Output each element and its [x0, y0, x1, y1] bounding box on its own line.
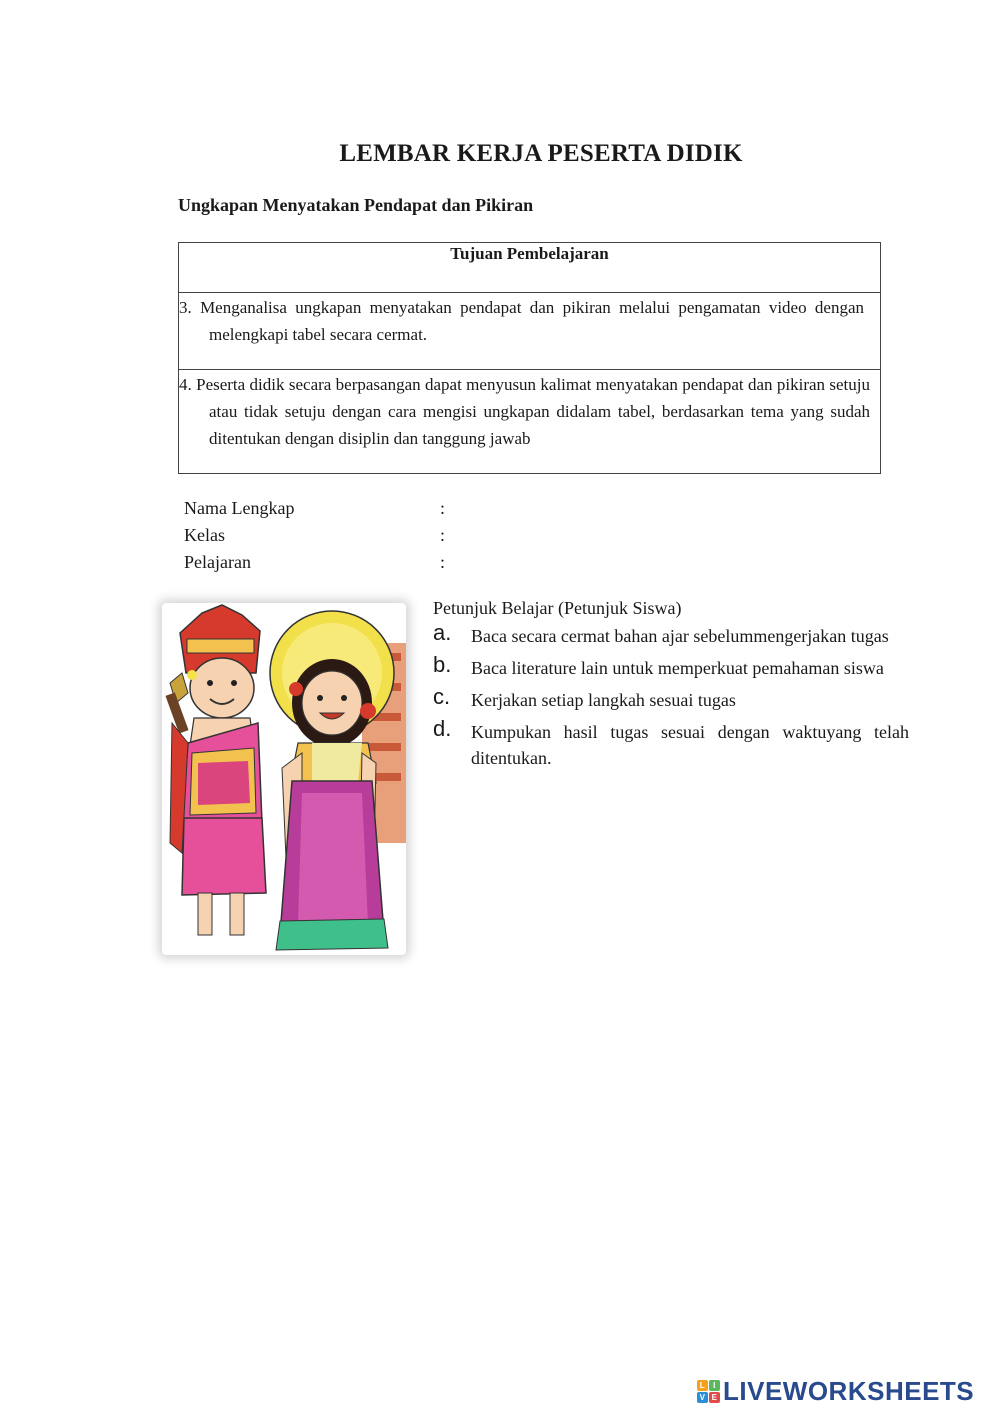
instruction-item	[433, 716, 909, 771]
instruction-letter: d.	[433, 716, 452, 741]
field-full-name	[184, 498, 446, 519]
brand-name: LIVEWORKSHEETS	[723, 1376, 975, 1406]
field-colon: :	[440, 498, 446, 518]
logo-letter: E	[709, 1392, 720, 1403]
instruction-letter: c.	[433, 684, 451, 709]
instructions-heading: Petunjuk Belajar (Petunjuk Siswa)	[433, 598, 682, 618]
field-colon: :	[440, 525, 446, 545]
learning-goal-text: 3. Menganalisa ungkapan menyatakan pendapat dan pikiran melalui pengamatan video dengan melengkapi tabel secara cermat.	[179, 298, 864, 344]
learning-goal-text: 4. Peserta didik secara berpasangan dapat menyusun kalimat menyatakan pendapat dan pikiran setuju atau tidak setuju dengan cara mengisi ungkapan didalam tabel, berdasarkan tema yang sudah ditentukan dengan disiplin dan tanggung jawab	[179, 375, 870, 448]
instruction-text: Baca literature lain untuk memperkuat pemahaman siswa	[471, 658, 884, 678]
logo-letter: V	[697, 1392, 708, 1403]
page-title: LEMBAR KERJA PESERTA DIDIK	[339, 140, 743, 167]
learning-goals-table	[178, 242, 881, 474]
liveworksheets-logo-icon	[697, 1380, 720, 1403]
field-label: Pelajaran	[184, 552, 251, 572]
instruction-text: Kerjakan setiap langkah sesuai tugas	[471, 690, 736, 710]
field-colon: :	[440, 552, 446, 572]
field-label: Kelas	[184, 525, 225, 545]
liveworksheets-brand[interactable]	[697, 1376, 974, 1407]
instruction-item	[433, 684, 909, 713]
instruction-item	[433, 652, 909, 681]
page-subtitle: Ungkapan Menyatakan Pendapat dan Pikiran	[178, 195, 534, 215]
learning-goal-row	[179, 370, 880, 473]
field-subject	[184, 552, 446, 573]
learning-instructions	[433, 598, 909, 777]
logo-letter: I	[709, 1380, 720, 1391]
field-label: Nama Lengkap	[184, 498, 295, 518]
learning-goals-heading: Tujuan Pembelajaran	[179, 243, 880, 293]
instruction-text: Kumpukan hasil tugas sesuai dengan waktuyang telah ditentukan.	[471, 722, 909, 768]
field-class	[184, 525, 446, 546]
instruction-letter: b.	[433, 652, 452, 677]
instruction-item	[433, 620, 909, 649]
learning-goal-row	[179, 293, 880, 370]
instruction-text: Baca secara cermat bahan ajar sebelummengerjakan tugas	[471, 626, 889, 646]
instruction-letter: a.	[433, 620, 452, 645]
balinese-children-illustration	[162, 603, 406, 955]
logo-letter: L	[697, 1380, 708, 1391]
